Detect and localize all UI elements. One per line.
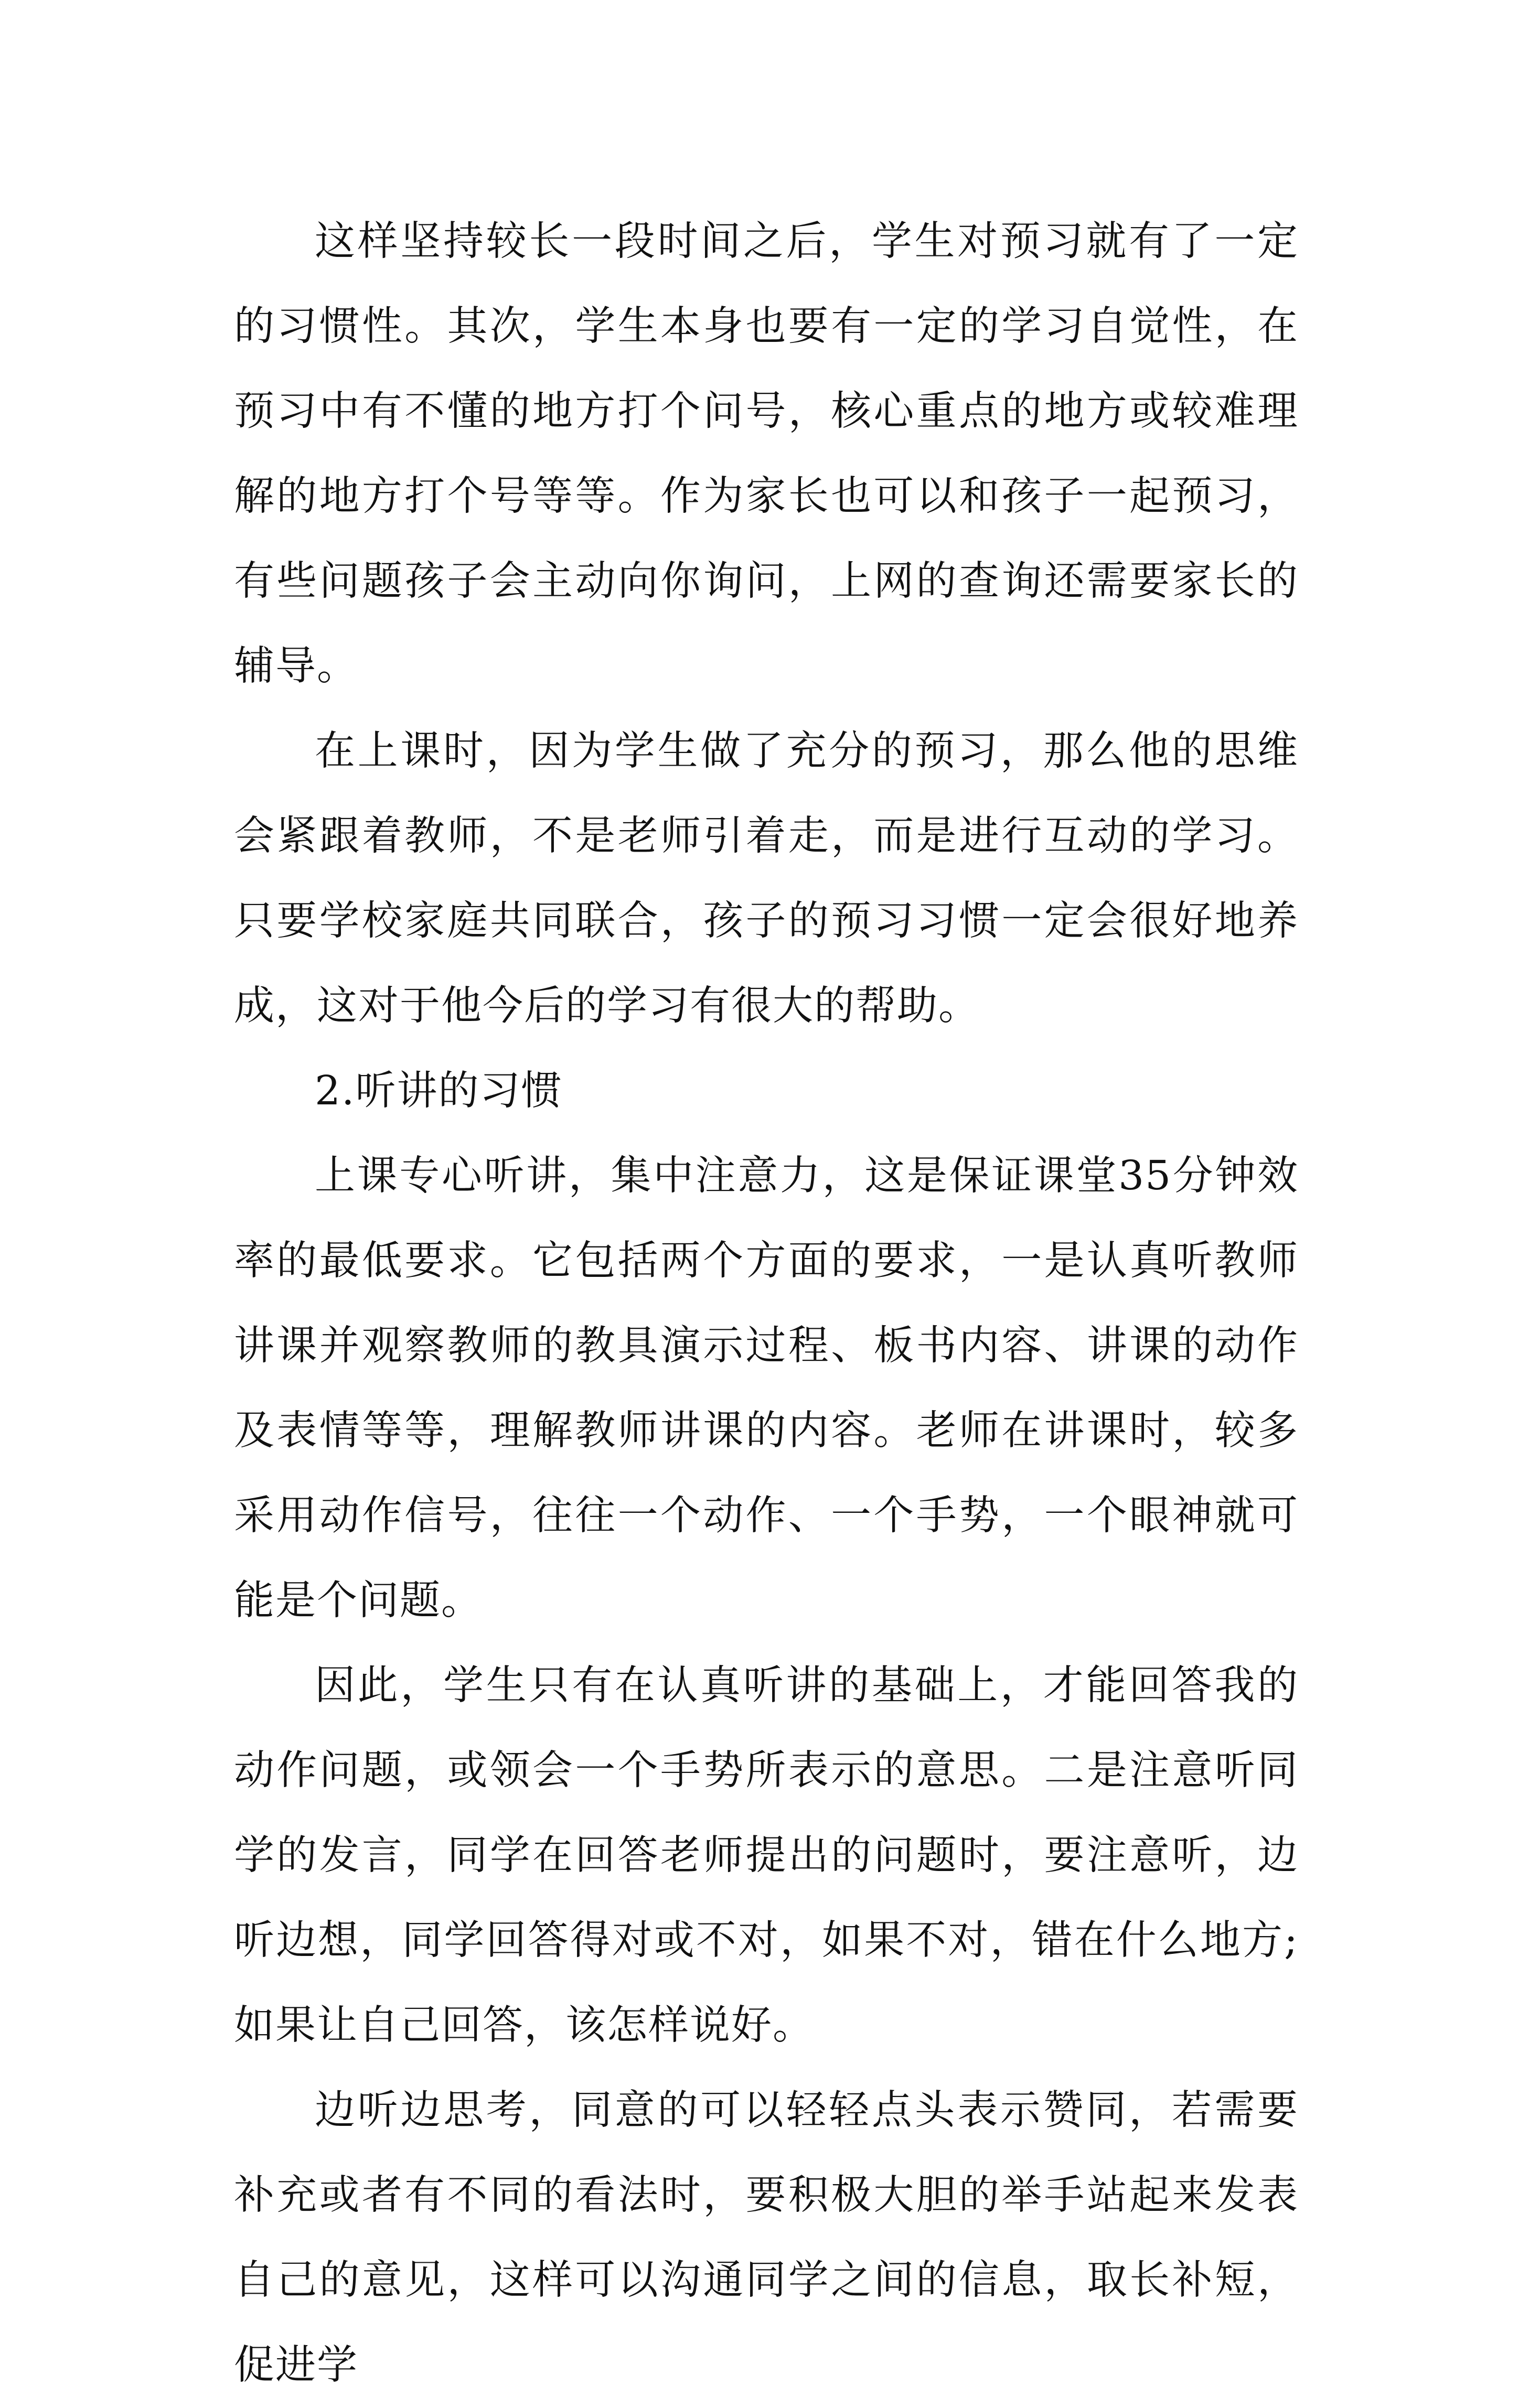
paragraph-class-interaction: 在上课时，因为学生做了充分的预习，那么他的思维会紧跟着教师，不是老师引着走，而是进行互动的学习。只要学校家庭共同联合，孩子的预习习惯一定会很好地养成，这对于他今后的学习有很大的帮助。 (234, 728, 1299, 1029)
paragraph-listen-and-think: 边听边思考，同意的可以轻轻点头表示赞同，若需要补充或者有不同的看法时，要积极大胆的举手站起来发表自己的意见，这样可以沟通同学之间的信息，取长补短，促进学 (234, 2087, 1299, 2389)
paragraph-answer-questions: 因此，学生只有在认真听讲的基础上，才能回答我的动作问题，或领会一个手势所表示的意思。二是注意听同学的发言，同学在回答老师提出的问题时，要注意听，边听边想，同学回答得对或不对，如果不对，错在什么地方;如果让自己回答，该怎样说好。 (234, 1662, 1299, 2049)
body-text (234, 199, 1299, 2408)
section-heading-listening-habit: 2.听讲的习惯 (315, 1068, 563, 1114)
paragraph-preview-habit: 这样坚持较长一段时间之后，学生对预习就有了一定的习惯性。其次，学生本身也要有一定的学习自觉性，在预习中有不懂的地方打个问号，核心重点的地方或较难理解的地方打个号等等。作为家长也可以和孩子一起预习，有些问题孩子会主动向你询问，上网的查询还需要家长的辅导。 (234, 218, 1299, 690)
paragraph-listening-focus: 上课专心听讲，集中注意力，这是保证课堂35分钟效率的最低要求。它包括两个方面的要求，一是认真听教师讲课并观察教师的教具演示过程、板书内容、讲课的动作及表情等等，理解教师讲课的内容。老师在讲课时，较多采用动作信号，往往一个动作、一个手势，一个眼神就可能是个问题。 (234, 1153, 1299, 1624)
